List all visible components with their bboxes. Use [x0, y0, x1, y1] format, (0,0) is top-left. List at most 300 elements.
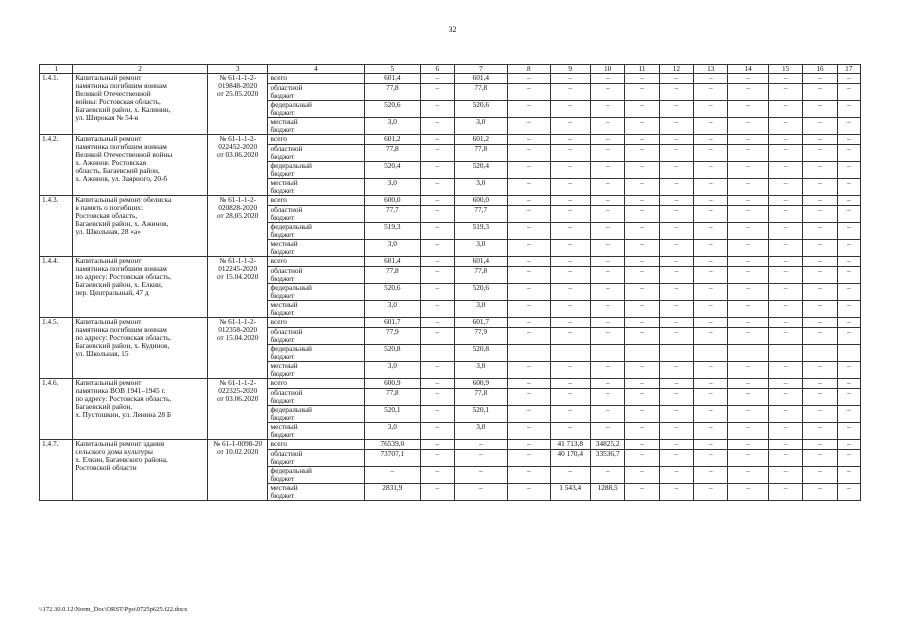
amount-cell: –: [508, 484, 550, 501]
amount-cell: –: [837, 328, 860, 345]
amount-cell: –: [590, 74, 624, 84]
amount-cell: 3,0: [454, 240, 508, 257]
amount-cell: –: [694, 318, 728, 328]
amount-cell: [728, 345, 768, 362]
approval-document: № 61-1-1-2- 022325-2020 от 03.06.2020: [207, 379, 268, 440]
amount-cell: –: [625, 145, 659, 162]
amount-cell: 3,0: [364, 118, 421, 135]
item-description: Капитальный ремонт памятника погибшим воинам по адресу: Ростовская область, Багаевский район, х. Кудинов, ул. Школьная, 15: [73, 318, 207, 379]
amount-cell: –: [803, 301, 837, 318]
amount-cell: –: [803, 257, 837, 267]
table-row: [40, 318, 861, 328]
table-row: [40, 74, 861, 84]
amount-cell: –: [508, 362, 550, 379]
amount-cell: –: [550, 84, 590, 101]
amount-cell: –: [694, 74, 728, 84]
funding-source: всего: [268, 379, 364, 389]
amount-cell: –: [659, 101, 693, 118]
amount-cell: –: [659, 484, 693, 501]
funding-source: всего: [268, 74, 364, 84]
amount-cell: –: [590, 135, 624, 145]
amount-cell: –: [625, 84, 659, 101]
amount-cell: –: [837, 467, 860, 484]
amount-cell: –: [590, 179, 624, 196]
amount-cell: –: [421, 240, 454, 257]
amount-cell: –: [803, 389, 837, 406]
amount-cell: 2831,9: [364, 484, 421, 501]
amount-cell: –: [659, 84, 693, 101]
amount-cell: –: [625, 206, 659, 223]
funding-source: местный бюджет: [268, 118, 364, 135]
amount-cell: 33536,7: [590, 450, 624, 467]
amount-cell: –: [837, 267, 860, 284]
amount-cell: 520,8: [454, 345, 508, 362]
item-number: 1.4.5.: [40, 318, 73, 379]
amount-cell: 34825,2: [590, 440, 624, 450]
amount-cell: –: [728, 450, 768, 467]
funding-source: местный бюджет: [268, 240, 364, 257]
column-number-header: 4: [268, 65, 364, 74]
amount-cell: –: [768, 135, 802, 145]
amount-cell: –: [694, 440, 728, 450]
amount-cell: 520,6: [454, 284, 508, 301]
amount-cell: –: [625, 440, 659, 450]
approval-document: № 61-1-1-2- 012245-2020 от 15.04.2020: [207, 257, 268, 318]
amount-cell: –: [590, 267, 624, 284]
amount-cell: [590, 345, 624, 362]
table-row: [40, 257, 861, 267]
amount-cell: –: [837, 101, 860, 118]
amount-cell: [659, 345, 693, 362]
amount-cell: 3,0: [454, 301, 508, 318]
amount-cell: –: [659, 74, 693, 84]
amount-cell: –: [768, 423, 802, 440]
approval-document: № 61-1-1-2- 019848-2020 от 25.05.2020: [207, 74, 268, 135]
amount-cell: –: [768, 240, 802, 257]
amount-cell: –: [837, 74, 860, 84]
amount-cell: –: [590, 301, 624, 318]
amount-cell: –: [625, 135, 659, 145]
item-number: 1.4.2.: [40, 135, 73, 196]
amount-cell: [837, 345, 860, 362]
amount-cell: 3,0: [364, 423, 421, 440]
amount-cell: –: [421, 101, 454, 118]
approval-document: № 61-1-0098-20 от 10.02.2020: [207, 440, 268, 501]
amount-cell: 519,3: [364, 223, 421, 240]
column-number-header: 13: [694, 65, 728, 74]
amount-cell: –: [550, 406, 590, 423]
amount-cell: 601,4: [364, 74, 421, 84]
amount-cell: –: [803, 406, 837, 423]
amount-cell: –: [625, 118, 659, 135]
amount-cell: 77,8: [364, 145, 421, 162]
amount-cell: 520,4: [454, 162, 508, 179]
amount-cell: –: [421, 284, 454, 301]
amount-cell: –: [659, 267, 693, 284]
item-description: Капитальный ремонт обелиска в память о погибших: Ростовская область, Багаевский район, х. Ажинов, ул. Школьная, 28 «а»: [73, 196, 207, 257]
amount-cell: –: [837, 423, 860, 440]
amount-cell: –: [421, 484, 454, 501]
amount-cell: –: [421, 389, 454, 406]
amount-cell: –: [728, 74, 768, 84]
amount-cell: –: [550, 240, 590, 257]
amount-cell: –: [454, 467, 508, 484]
amount-cell: [768, 345, 802, 362]
amount-cell: –: [694, 179, 728, 196]
amount-cell: –: [625, 318, 659, 328]
amount-cell: –: [837, 406, 860, 423]
amount-cell: –: [625, 328, 659, 345]
page-number: 32: [448, 25, 457, 34]
amount-cell: –: [659, 301, 693, 318]
amount-cell: –: [421, 74, 454, 84]
amount-cell: –: [550, 257, 590, 267]
amount-cell: –: [550, 145, 590, 162]
amount-cell: –: [837, 240, 860, 257]
amount-cell: –: [803, 267, 837, 284]
amount-cell: –: [837, 379, 860, 389]
amount-cell: –: [508, 135, 550, 145]
amount-cell: –: [768, 362, 802, 379]
amount-cell: –: [768, 450, 802, 467]
amount-cell: 600,0: [364, 196, 421, 206]
amount-cell: –: [768, 379, 802, 389]
amount-cell: –: [837, 145, 860, 162]
amount-cell: –: [803, 135, 837, 145]
column-number-header: 2: [73, 65, 207, 74]
amount-cell: –: [803, 423, 837, 440]
amount-cell: –: [659, 145, 693, 162]
amount-cell: [421, 345, 454, 362]
funding-source: местный бюджет: [268, 484, 364, 501]
amount-cell: –: [590, 162, 624, 179]
amount-cell: –: [728, 362, 768, 379]
amount-cell: –: [728, 223, 768, 240]
amount-cell: –: [550, 301, 590, 318]
amount-cell: 3,0: [364, 301, 421, 318]
amount-cell: –: [694, 267, 728, 284]
amount-cell: –: [803, 101, 837, 118]
amount-cell: 77,7: [364, 206, 421, 223]
amount-cell: –: [421, 118, 454, 135]
funding-source: областной бюджет: [268, 84, 364, 101]
amount-cell: –: [625, 223, 659, 240]
amount-cell: –: [694, 118, 728, 135]
amount-cell: –: [550, 135, 590, 145]
amount-cell: –: [837, 196, 860, 206]
amount-cell: –: [728, 196, 768, 206]
amount-cell: –: [728, 179, 768, 196]
column-number-header: 16: [803, 65, 837, 74]
amount-cell: –: [837, 484, 860, 501]
amount-cell: –: [728, 267, 768, 284]
amount-cell: 40 170,4: [550, 450, 590, 467]
amount-cell: –: [508, 240, 550, 257]
amount-cell: –: [508, 423, 550, 440]
amount-cell: –: [550, 467, 590, 484]
column-number-header: 17: [837, 65, 860, 74]
funding-source: местный бюджет: [268, 179, 364, 196]
amount-cell: –: [508, 467, 550, 484]
funding-source: местный бюджет: [268, 362, 364, 379]
amount-cell: –: [837, 162, 860, 179]
amount-cell: –: [694, 389, 728, 406]
item-number: 1.4.7.: [40, 440, 73, 501]
amount-cell: [694, 345, 728, 362]
amount-cell: 77,8: [454, 145, 508, 162]
amount-cell: –: [694, 101, 728, 118]
funding-source: федеральный бюджет: [268, 345, 364, 362]
amount-cell: 77,8: [454, 84, 508, 101]
amount-cell: 77,9: [364, 328, 421, 345]
amount-cell: –: [768, 257, 802, 267]
amount-cell: 601,7: [454, 318, 508, 328]
amount-cell: –: [550, 101, 590, 118]
amount-cell: –: [508, 206, 550, 223]
funding-source: всего: [268, 318, 364, 328]
funding-source: всего: [268, 135, 364, 145]
amount-cell: –: [659, 135, 693, 145]
amount-cell: –: [803, 84, 837, 101]
amount-cell: –: [421, 267, 454, 284]
amount-cell: 600,9: [364, 379, 421, 389]
amount-cell: –: [728, 328, 768, 345]
column-number-header: 9: [550, 65, 590, 74]
amount-cell: –: [508, 406, 550, 423]
amount-cell: –: [837, 179, 860, 196]
amount-cell: –: [550, 196, 590, 206]
amount-cell: [508, 345, 550, 362]
amount-cell: –: [590, 284, 624, 301]
amount-cell: –: [508, 196, 550, 206]
amount-cell: –: [625, 162, 659, 179]
amount-cell: –: [659, 450, 693, 467]
amount-cell: –: [550, 379, 590, 389]
amount-cell: –: [590, 206, 624, 223]
table-row: [40, 135, 861, 145]
amount-cell: –: [728, 379, 768, 389]
amount-cell: –: [659, 162, 693, 179]
amount-cell: –: [508, 145, 550, 162]
amount-cell: –: [508, 440, 550, 450]
amount-cell: 3,0: [454, 362, 508, 379]
amount-cell: –: [837, 318, 860, 328]
amount-cell: –: [550, 162, 590, 179]
amount-cell: –: [590, 240, 624, 257]
amount-cell: –: [625, 484, 659, 501]
amount-cell: 520,1: [454, 406, 508, 423]
amount-cell: –: [590, 389, 624, 406]
amount-cell: 520,6: [364, 284, 421, 301]
amount-cell: –: [837, 135, 860, 145]
amount-cell: –: [659, 240, 693, 257]
amount-cell: –: [625, 379, 659, 389]
amount-cell: –: [803, 118, 837, 135]
amount-cell: –: [659, 440, 693, 450]
amount-cell: –: [550, 74, 590, 84]
amount-cell: –: [421, 301, 454, 318]
amount-cell: –: [694, 284, 728, 301]
amount-cell: 77,9: [454, 328, 508, 345]
amount-cell: –: [803, 328, 837, 345]
amount-cell: –: [837, 223, 860, 240]
funding-source: областной бюджет: [268, 267, 364, 284]
amount-cell: 3,0: [364, 240, 421, 257]
amount-cell: –: [694, 379, 728, 389]
amount-cell: –: [803, 74, 837, 84]
amount-cell: –: [625, 240, 659, 257]
amount-cell: –: [508, 118, 550, 135]
amount-cell: –: [508, 257, 550, 267]
amount-cell: 77,7: [454, 206, 508, 223]
file-path-footer: \\172.30.0.12\Norm_Doc\ORST\Ppo\0725p625.f22.docx: [39, 606, 188, 613]
amount-cell: [803, 345, 837, 362]
amount-cell: –: [590, 145, 624, 162]
amount-cell: –: [508, 267, 550, 284]
funding-source: федеральный бюджет: [268, 223, 364, 240]
amount-cell: –: [803, 379, 837, 389]
amount-cell: 600,0: [454, 196, 508, 206]
amount-cell: –: [550, 206, 590, 223]
amount-cell: –: [803, 284, 837, 301]
amount-cell: 601,4: [454, 257, 508, 267]
amount-cell: –: [803, 450, 837, 467]
amount-cell: –: [694, 145, 728, 162]
amount-cell: 601,4: [364, 257, 421, 267]
amount-cell: –: [694, 406, 728, 423]
item-number: 1.4.4.: [40, 257, 73, 318]
amount-cell: 77,8: [364, 389, 421, 406]
amount-cell: –: [694, 484, 728, 501]
amount-cell: –: [550, 328, 590, 345]
amount-cell: –: [421, 135, 454, 145]
approval-document: № 61-1-1-2- 022452-2020 от 03.06.2020: [207, 135, 268, 196]
amount-cell: –: [659, 257, 693, 267]
amount-cell: –: [803, 467, 837, 484]
amount-cell: –: [837, 118, 860, 135]
column-number-header: 14: [728, 65, 768, 74]
amount-cell: –: [803, 362, 837, 379]
amount-cell: –: [728, 240, 768, 257]
amount-cell: –: [625, 284, 659, 301]
amount-cell: –: [728, 145, 768, 162]
amount-cell: –: [508, 318, 550, 328]
amount-cell: –: [550, 284, 590, 301]
amount-cell: 77,8: [454, 267, 508, 284]
amount-cell: –: [694, 196, 728, 206]
amount-cell: –: [728, 406, 768, 423]
amount-cell: 600,9: [454, 379, 508, 389]
amount-cell: –: [625, 101, 659, 118]
amount-cell: –: [728, 162, 768, 179]
amount-cell: –: [803, 240, 837, 257]
table-row: [40, 379, 861, 389]
column-number-header: 8: [508, 65, 550, 74]
amount-cell: –: [625, 467, 659, 484]
amount-cell: 3,0: [364, 179, 421, 196]
column-number-header: 10: [590, 65, 624, 74]
amount-cell: –: [625, 257, 659, 267]
amount-cell: 1 543,4: [550, 484, 590, 501]
column-number-header: 5: [364, 65, 421, 74]
funding-source: федеральный бюджет: [268, 101, 364, 118]
amount-cell: –: [768, 318, 802, 328]
amount-cell: –: [508, 84, 550, 101]
amount-cell: 77,8: [454, 389, 508, 406]
amount-cell: –: [694, 223, 728, 240]
item-description: Капитальный ремонт памятника ВОВ 1941–1945 г. по адресу: Ростовская область, Багаевский район, х. Пустошкин, ул. Ленина 28 Б: [73, 379, 207, 440]
amount-cell: –: [590, 118, 624, 135]
amount-cell: –: [590, 423, 624, 440]
amount-cell: –: [625, 362, 659, 379]
funding-source: федеральный бюджет: [268, 467, 364, 484]
amount-cell: 601,7: [364, 318, 421, 328]
funding-source: всего: [268, 196, 364, 206]
amount-cell: 77,8: [364, 84, 421, 101]
amount-cell: –: [421, 379, 454, 389]
amount-cell: –: [768, 223, 802, 240]
amount-cell: –: [728, 301, 768, 318]
column-number-header: 15: [768, 65, 802, 74]
amount-cell: –: [550, 362, 590, 379]
amount-cell: –: [728, 467, 768, 484]
amount-cell: –: [625, 389, 659, 406]
amount-cell: 520,6: [364, 101, 421, 118]
funding-source: областной бюджет: [268, 450, 364, 467]
amount-cell: –: [590, 257, 624, 267]
amount-cell: –: [590, 362, 624, 379]
funding-source: областной бюджет: [268, 206, 364, 223]
amount-cell: –: [659, 118, 693, 135]
amount-cell: –: [768, 389, 802, 406]
amount-cell: –: [454, 440, 508, 450]
amount-cell: –: [659, 423, 693, 440]
amount-cell: –: [421, 223, 454, 240]
amount-cell: 3,0: [454, 118, 508, 135]
amount-cell: –: [768, 196, 802, 206]
column-number-header: 7: [454, 65, 508, 74]
amount-cell: –: [728, 318, 768, 328]
column-number-row: [40, 65, 861, 74]
amount-cell: 520,1: [364, 406, 421, 423]
approval-document: № 61-1-1-2- 012358-2020 от 15.04.2020: [207, 318, 268, 379]
column-number-header: 12: [659, 65, 693, 74]
amount-cell: –: [421, 362, 454, 379]
approval-document: № 61-1-1-2- 020828-2020 от 28.05.2020: [207, 196, 268, 257]
item-description: Капитальный ремонт памятника погибшим воинам Великой Отечественной войны х. Ажинов: Ростовская область, Багаевский район, х. Ажинов, ул. Заярного, 20-б: [73, 135, 207, 196]
amount-cell: –: [625, 301, 659, 318]
amount-cell: –: [694, 328, 728, 345]
funding-source: всего: [268, 440, 364, 450]
amount-cell: 601,2: [364, 135, 421, 145]
funding-source: областной бюджет: [268, 328, 364, 345]
amount-cell: –: [625, 74, 659, 84]
amount-cell: –: [803, 196, 837, 206]
amount-cell: –: [421, 328, 454, 345]
amount-cell: –: [768, 484, 802, 501]
amount-cell: 520,4: [364, 162, 421, 179]
amount-cell: –: [659, 379, 693, 389]
amount-cell: –: [768, 406, 802, 423]
amount-cell: –: [508, 162, 550, 179]
amount-cell: –: [550, 389, 590, 406]
amount-cell: –: [837, 440, 860, 450]
amount-cell: 601,4: [454, 74, 508, 84]
amount-cell: –: [694, 257, 728, 267]
amount-cell: –: [508, 301, 550, 318]
amount-cell: –: [454, 450, 508, 467]
funding-source: федеральный бюджет: [268, 284, 364, 301]
